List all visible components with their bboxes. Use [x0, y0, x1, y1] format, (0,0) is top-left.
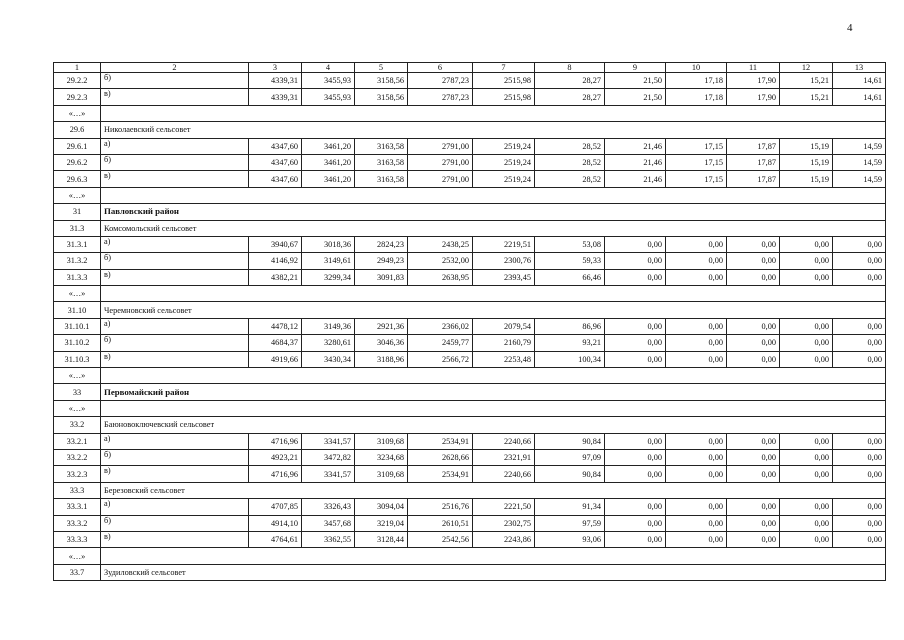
column-number: 2 [101, 63, 249, 73]
value-cell: 3326,43 [302, 499, 355, 515]
value-cell: 2519,24 [473, 171, 535, 187]
row-number: 33.3.1 [54, 499, 101, 515]
value-cell: 2302,75 [473, 515, 535, 531]
value-cell: 2610,51 [408, 515, 473, 531]
value-cell: 4684,37 [249, 335, 302, 351]
ellipsis-row [54, 286, 886, 302]
variant-label: б) [101, 73, 249, 89]
value-cell: 3430,34 [302, 351, 355, 367]
value-cell: 0,00 [727, 499, 780, 515]
value-cell: 0,00 [780, 515, 833, 531]
value-cell: 0,00 [666, 449, 727, 465]
table-row [54, 236, 886, 252]
row-number: 29.2.2 [54, 73, 101, 89]
variant-label: а) [101, 236, 249, 252]
council-row [54, 122, 886, 138]
row-number: 33.3.3 [54, 531, 101, 547]
value-cell: 2949,23 [355, 253, 408, 269]
value-cell: 0,00 [666, 236, 727, 252]
value-cell: 0,00 [605, 531, 666, 547]
value-cell: 3128,44 [355, 531, 408, 547]
value-cell: 3461,20 [302, 171, 355, 187]
value-cell: 3109,68 [355, 466, 408, 482]
value-cell: 97,09 [535, 449, 605, 465]
value-cell: 4347,60 [249, 138, 302, 154]
table-row [54, 253, 886, 269]
value-cell: 0,00 [780, 351, 833, 367]
row-number: 33.2.1 [54, 433, 101, 449]
table-row [54, 499, 886, 515]
value-cell: 2628,66 [408, 449, 473, 465]
value-cell: 21,46 [605, 171, 666, 187]
value-cell: 15,19 [780, 138, 833, 154]
value-cell: 0,00 [666, 531, 727, 547]
column-number: 9 [605, 63, 666, 73]
column-number: 6 [408, 63, 473, 73]
value-cell: 0,00 [605, 433, 666, 449]
council-row [54, 564, 886, 580]
value-cell: 3455,93 [302, 73, 355, 89]
value-cell: 0,00 [833, 433, 886, 449]
value-cell: 3472,82 [302, 449, 355, 465]
row-number: 29.6.2 [54, 154, 101, 170]
value-cell: 0,00 [605, 236, 666, 252]
row-number: 29.6.1 [54, 138, 101, 154]
value-cell: 3163,58 [355, 154, 408, 170]
council-name: Черемновский сельсовет [101, 302, 886, 318]
column-number: 11 [727, 63, 780, 73]
value-cell: 0,00 [727, 335, 780, 351]
value-cell: 14,59 [833, 138, 886, 154]
value-cell: 2515,98 [473, 89, 535, 105]
value-cell: 21,46 [605, 154, 666, 170]
value-cell: 3018,36 [302, 236, 355, 252]
value-cell: 2321,91 [473, 449, 535, 465]
column-numbers-row [54, 63, 886, 73]
value-cell: 15,19 [780, 154, 833, 170]
value-cell: 0,00 [605, 335, 666, 351]
value-cell: 4914,10 [249, 515, 302, 531]
value-cell: 2515,98 [473, 73, 535, 89]
district-row [54, 384, 886, 400]
value-cell: 3188,96 [355, 351, 408, 367]
row-number: «…» [54, 368, 101, 384]
value-cell: 66,46 [535, 269, 605, 285]
row-number: «…» [54, 105, 101, 121]
value-cell: 21,50 [605, 89, 666, 105]
value-cell: 0,00 [833, 499, 886, 515]
variant-label: б) [101, 154, 249, 170]
value-cell: 0,00 [833, 236, 886, 252]
row-number: 33.2.2 [54, 449, 101, 465]
ellipsis-row [54, 187, 886, 203]
value-cell: 2542,56 [408, 531, 473, 547]
variant-label: б) [101, 515, 249, 531]
value-cell: 2532,00 [408, 253, 473, 269]
value-cell: 93,06 [535, 531, 605, 547]
value-cell: 3149,36 [302, 318, 355, 334]
value-cell: 0,00 [666, 253, 727, 269]
value-cell: 53,08 [535, 236, 605, 252]
value-cell: 3163,58 [355, 138, 408, 154]
council-row [54, 220, 886, 236]
value-cell: 97,59 [535, 515, 605, 531]
table-row [54, 449, 886, 465]
value-cell: 15,21 [780, 89, 833, 105]
value-cell: 0,00 [833, 269, 886, 285]
value-cell: 2243,86 [473, 531, 535, 547]
value-cell: 4716,96 [249, 466, 302, 482]
value-cell: 3149,61 [302, 253, 355, 269]
table-row [54, 335, 886, 351]
value-cell: 21,50 [605, 73, 666, 89]
value-cell: 0,00 [605, 351, 666, 367]
council-name: Березовский сельсовет [101, 482, 886, 498]
value-cell: 4339,31 [249, 89, 302, 105]
value-cell: 3091,83 [355, 269, 408, 285]
row-number: 31.10.3 [54, 351, 101, 367]
value-cell: 17,15 [666, 138, 727, 154]
value-cell: 14,59 [833, 154, 886, 170]
value-cell: 0,00 [780, 236, 833, 252]
value-cell: 0,00 [605, 318, 666, 334]
column-number: 8 [535, 63, 605, 73]
row-number: 33.2.3 [54, 466, 101, 482]
value-cell: 0,00 [833, 466, 886, 482]
table-row [54, 138, 886, 154]
value-cell: 0,00 [605, 253, 666, 269]
value-cell: 2253,48 [473, 351, 535, 367]
row-number: 31.3.3 [54, 269, 101, 285]
value-cell: 0,00 [780, 466, 833, 482]
value-cell: 2534,91 [408, 466, 473, 482]
table-row [54, 515, 886, 531]
value-cell: 3234,68 [355, 449, 408, 465]
value-cell: 0,00 [727, 515, 780, 531]
value-cell: 2300,76 [473, 253, 535, 269]
value-cell: 100,34 [535, 351, 605, 367]
value-cell: 2240,66 [473, 433, 535, 449]
variant-label: в) [101, 171, 249, 187]
value-cell: 4382,21 [249, 269, 302, 285]
variant-label: б) [101, 335, 249, 351]
row-number: 31.3 [54, 220, 101, 236]
council-row [54, 302, 886, 318]
column-number: 10 [666, 63, 727, 73]
value-cell: 0,00 [666, 515, 727, 531]
value-cell: 2791,00 [408, 171, 473, 187]
value-cell: 3461,20 [302, 138, 355, 154]
value-cell: 0,00 [833, 531, 886, 547]
value-cell: 2221,50 [473, 499, 535, 515]
value-cell: 15,19 [780, 171, 833, 187]
value-cell: 0,00 [666, 318, 727, 334]
value-cell: 14,61 [833, 73, 886, 89]
value-cell: 4919,66 [249, 351, 302, 367]
value-cell: 0,00 [780, 449, 833, 465]
empty-cell [101, 400, 886, 416]
value-cell: 2519,24 [473, 154, 535, 170]
empty-cell [101, 548, 886, 564]
variant-label: а) [101, 433, 249, 449]
row-number: 31.3.1 [54, 236, 101, 252]
value-cell: 90,84 [535, 466, 605, 482]
table-body [54, 73, 886, 581]
value-cell: 4339,31 [249, 73, 302, 89]
value-cell: 17,15 [666, 171, 727, 187]
variant-label: а) [101, 318, 249, 334]
value-cell: 3219,04 [355, 515, 408, 531]
value-cell: 90,84 [535, 433, 605, 449]
ellipsis-row [54, 105, 886, 121]
variant-label: в) [101, 531, 249, 547]
row-number: «…» [54, 187, 101, 203]
value-cell: 2516,76 [408, 499, 473, 515]
value-cell: 0,00 [605, 499, 666, 515]
column-number: 4 [302, 63, 355, 73]
value-cell: 4716,96 [249, 433, 302, 449]
variant-label: в) [101, 89, 249, 105]
value-cell: 2240,66 [473, 466, 535, 482]
row-number: 31.10 [54, 302, 101, 318]
value-cell: 14,61 [833, 89, 886, 105]
value-cell: 21,46 [605, 138, 666, 154]
value-cell: 2787,23 [408, 89, 473, 105]
empty-cell [101, 368, 886, 384]
value-cell: 2079,54 [473, 318, 535, 334]
value-cell: 2219,51 [473, 236, 535, 252]
value-cell: 2791,00 [408, 138, 473, 154]
row-number: 33.3.2 [54, 515, 101, 531]
table-row [54, 73, 886, 89]
council-name: Николаевский сельсовет [101, 122, 886, 138]
ellipsis-row [54, 548, 886, 564]
value-cell: 3940,67 [249, 236, 302, 252]
variant-label: б) [101, 449, 249, 465]
value-cell: 0,00 [780, 269, 833, 285]
table-row [54, 351, 886, 367]
table-row [54, 531, 886, 547]
value-cell: 2791,00 [408, 154, 473, 170]
variant-label: в) [101, 269, 249, 285]
value-cell: 59,33 [535, 253, 605, 269]
value-cell: 0,00 [833, 318, 886, 334]
value-cell: 3163,58 [355, 171, 408, 187]
row-number: 33.2 [54, 417, 101, 433]
value-cell: 93,21 [535, 335, 605, 351]
value-cell: 3158,56 [355, 89, 408, 105]
value-cell: 4478,12 [249, 318, 302, 334]
empty-cell [101, 286, 886, 302]
value-cell: 0,00 [605, 269, 666, 285]
value-cell: 17,87 [727, 171, 780, 187]
value-cell: 0,00 [833, 253, 886, 269]
column-number: 7 [473, 63, 535, 73]
value-cell: 0,00 [833, 351, 886, 367]
value-cell: 4347,60 [249, 154, 302, 170]
variant-label: а) [101, 499, 249, 515]
value-cell: 17,18 [666, 73, 727, 89]
column-number: 12 [780, 63, 833, 73]
variant-label: в) [101, 351, 249, 367]
value-cell: 0,00 [605, 515, 666, 531]
district-name: Павловский район [101, 204, 886, 220]
value-cell: 17,87 [727, 154, 780, 170]
value-cell: 0,00 [727, 351, 780, 367]
table-row [54, 269, 886, 285]
tariff-table [53, 62, 886, 581]
table-row [54, 171, 886, 187]
value-cell: 0,00 [666, 351, 727, 367]
value-cell: 2638,95 [408, 269, 473, 285]
value-cell: 3046,36 [355, 335, 408, 351]
value-cell: 0,00 [727, 466, 780, 482]
row-number: 31.3.2 [54, 253, 101, 269]
column-number: 3 [249, 63, 302, 73]
value-cell: 4146,92 [249, 253, 302, 269]
value-cell: 0,00 [780, 433, 833, 449]
value-cell: 28,27 [535, 73, 605, 89]
value-cell: 2534,91 [408, 433, 473, 449]
variant-label: б) [101, 253, 249, 269]
council-name: Баюновоключевский сельсовет [101, 417, 886, 433]
value-cell: 17,90 [727, 89, 780, 105]
empty-cell [101, 105, 886, 121]
value-cell: 4707,85 [249, 499, 302, 515]
row-number: 33.7 [54, 564, 101, 580]
district-name: Первомайский район [101, 384, 886, 400]
row-number: 29.6 [54, 122, 101, 138]
district-row [54, 204, 886, 220]
column-number: 1 [54, 63, 101, 73]
row-number: 31.10.1 [54, 318, 101, 334]
value-cell: 2921,36 [355, 318, 408, 334]
council-row [54, 482, 886, 498]
value-cell: 0,00 [780, 318, 833, 334]
value-cell: 2366,02 [408, 318, 473, 334]
variant-label: а) [101, 138, 249, 154]
value-cell: 0,00 [605, 449, 666, 465]
value-cell: 3341,57 [302, 433, 355, 449]
page-number: 4 [847, 22, 853, 34]
value-cell: 0,00 [666, 499, 727, 515]
value-cell: 0,00 [666, 433, 727, 449]
table-row [54, 433, 886, 449]
row-number: 31 [54, 204, 101, 220]
row-number: 29.6.3 [54, 171, 101, 187]
value-cell: 0,00 [727, 433, 780, 449]
row-number: 33 [54, 384, 101, 400]
value-cell: 2824,23 [355, 236, 408, 252]
ellipsis-row [54, 400, 886, 416]
value-cell: 0,00 [727, 449, 780, 465]
value-cell: 28,52 [535, 154, 605, 170]
value-cell: 0,00 [666, 269, 727, 285]
value-cell: 0,00 [666, 466, 727, 482]
value-cell: 3109,68 [355, 433, 408, 449]
value-cell: 28,52 [535, 138, 605, 154]
value-cell: 0,00 [833, 449, 886, 465]
value-cell: 0,00 [833, 515, 886, 531]
council-name: Зудиловский сельсовет [101, 564, 886, 580]
value-cell: 3341,57 [302, 466, 355, 482]
value-cell: 2459,77 [408, 335, 473, 351]
value-cell: 3461,20 [302, 154, 355, 170]
value-cell: 0,00 [727, 253, 780, 269]
value-cell: 14,59 [833, 171, 886, 187]
value-cell: 17,18 [666, 89, 727, 105]
value-cell: 3457,68 [302, 515, 355, 531]
value-cell: 3455,93 [302, 89, 355, 105]
value-cell: 4923,21 [249, 449, 302, 465]
value-cell: 0,00 [780, 253, 833, 269]
value-cell: 3362,55 [302, 531, 355, 547]
value-cell: 28,27 [535, 89, 605, 105]
value-cell: 2566,72 [408, 351, 473, 367]
table-row [54, 154, 886, 170]
row-number: 29.2.3 [54, 89, 101, 105]
column-number: 5 [355, 63, 408, 73]
value-cell: 2393,45 [473, 269, 535, 285]
value-cell: 0,00 [727, 531, 780, 547]
value-cell: 0,00 [727, 236, 780, 252]
value-cell: 91,34 [535, 499, 605, 515]
value-cell: 4347,60 [249, 171, 302, 187]
value-cell: 2438,25 [408, 236, 473, 252]
row-number: «…» [54, 400, 101, 416]
value-cell: 0,00 [605, 466, 666, 482]
empty-cell [101, 187, 886, 203]
value-cell: 17,90 [727, 73, 780, 89]
council-row [54, 417, 886, 433]
table-row [54, 466, 886, 482]
value-cell: 4764,61 [249, 531, 302, 547]
row-number: 33.3 [54, 482, 101, 498]
table-row [54, 318, 886, 334]
value-cell: 2160,79 [473, 335, 535, 351]
column-number: 13 [833, 63, 886, 73]
row-number: «…» [54, 286, 101, 302]
value-cell: 0,00 [666, 335, 727, 351]
row-number: «…» [54, 548, 101, 564]
value-cell: 15,21 [780, 73, 833, 89]
value-cell: 2519,24 [473, 138, 535, 154]
ellipsis-row [54, 368, 886, 384]
value-cell: 17,87 [727, 138, 780, 154]
value-cell: 3158,56 [355, 73, 408, 89]
value-cell: 3094,04 [355, 499, 408, 515]
variant-label: в) [101, 466, 249, 482]
value-cell: 0,00 [727, 269, 780, 285]
council-name: Комсомольский сельсовет [101, 220, 886, 236]
value-cell: 86,96 [535, 318, 605, 334]
row-number: 31.10.2 [54, 335, 101, 351]
value-cell: 0,00 [780, 531, 833, 547]
value-cell: 2787,23 [408, 73, 473, 89]
value-cell: 28,52 [535, 171, 605, 187]
value-cell: 0,00 [780, 335, 833, 351]
value-cell: 17,15 [666, 154, 727, 170]
value-cell: 3280,61 [302, 335, 355, 351]
value-cell: 0,00 [780, 499, 833, 515]
value-cell: 0,00 [833, 335, 886, 351]
value-cell: 3299,34 [302, 269, 355, 285]
table-row [54, 89, 886, 105]
value-cell: 0,00 [727, 318, 780, 334]
